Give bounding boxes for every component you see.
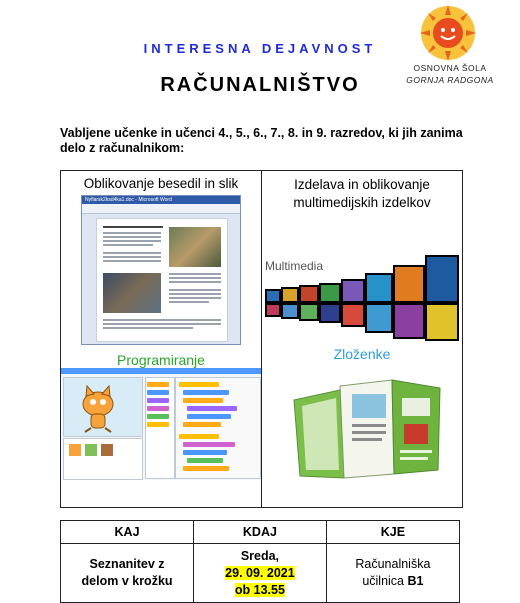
activity-multimedia-line2: multimedijskih izdelkov — [293, 195, 431, 210]
scratch-cat-icon — [73, 384, 123, 434]
kdaj-date: 29. 09. 2021 — [225, 565, 295, 580]
kaj-line2: delom v krožku — [81, 574, 173, 588]
activity-brochures: Zloženke — [333, 346, 391, 362]
table-header-kje: KJE — [326, 521, 459, 544]
multimedia-image — [263, 245, 459, 341]
kje-room: B1 — [407, 574, 424, 588]
school-sun-logo — [418, 3, 478, 63]
kdaj-time: ob 13.55 — [234, 582, 285, 597]
activities-grid — [60, 170, 463, 508]
scratch-editor-image — [61, 368, 261, 480]
table-header-kdaj: KDAJ — [194, 521, 327, 544]
activity-multimedia — [262, 176, 462, 212]
school-town: GORNJA RADGONA — [406, 75, 494, 85]
page-title: RAČUNALNIŠTVO — [160, 74, 360, 96]
word-document-image — [81, 195, 241, 345]
activity-multimedia-line1: Izdelava in oblikovanje — [294, 177, 430, 192]
cell-kdaj — [194, 544, 327, 603]
kaj-line1: Seznanitev z — [89, 557, 165, 571]
cell-kje — [326, 544, 459, 603]
word-titlebar: Nyflarsk2ksd4ka1.doc - Microsoft Word — [82, 196, 240, 204]
kje-line1: Računalniška — [355, 557, 431, 571]
multimedia-label: Multimedia — [265, 259, 324, 273]
subtitle-kicker: INTERESNA DEJAVNOST — [143, 41, 377, 56]
cell-kaj — [61, 544, 194, 603]
activity-programming: Programiranje — [117, 352, 205, 368]
activity-text-design: Oblikovanje besedil in slik — [83, 176, 239, 191]
schedule-table — [60, 520, 460, 603]
kdaj-day: Sreda, — [240, 548, 280, 563]
brochure-image — [292, 374, 442, 482]
school-name: OSNOVNA ŠOLA — [413, 63, 487, 73]
kje-prefix: učilnica — [362, 574, 408, 588]
intro-text: Vabljene učenke in učenci 4., 5., 6., 7., 8. in 9. razredov, ki jih zanima delo z računalnikom: — [60, 126, 463, 155]
table-header-kaj: KAJ — [61, 521, 194, 544]
